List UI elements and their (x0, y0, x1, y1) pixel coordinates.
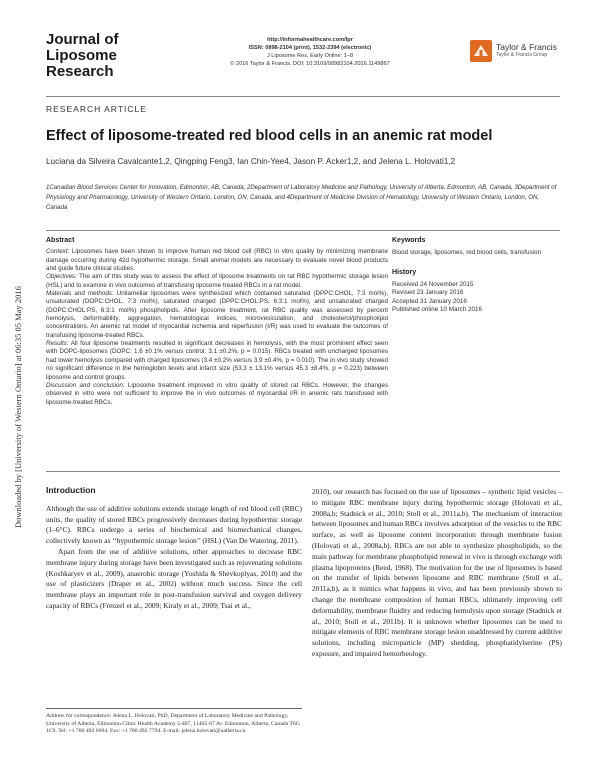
journal-url[interactable]: http://informahealthcare.com/lpr (267, 37, 353, 43)
affiliations: 1Canadian Blood Services Center for Innovation, Edmonton, AB, Canada, 2Department of Laboratory Medicine and Pathology, University of Alberta, Edmonton, AB, Canada, 3Department of Physiology and Pharmacology, University of Western Ontario, London, ON, Canada, and 4Department of Medicine Division of Hematology, University of Western Ontario, London, ON, Canada (46, 184, 557, 211)
abstract-section (46, 237, 388, 407)
download-note-text: Downloaded by [University of Western Ontario] at 06:35 05 May 2016 (13, 286, 23, 528)
keywords-heading: Keywords (392, 237, 426, 244)
article-title: Effect of liposome-treated red blood cells in an anemic rat model (46, 128, 493, 144)
journal-line-3: Research (46, 63, 114, 80)
journal-line-2: Liposome (46, 47, 117, 64)
keywords-text: Blood storage, liposomes, red blood cells, transfusion (392, 248, 542, 256)
intro-heading: Introduction (46, 485, 96, 495)
download-note (1, 248, 23, 528)
history-heading: History (392, 269, 417, 276)
history-received: Received 24 November 2015 (392, 280, 474, 288)
intro-paragraph-2: Apart from the use of additive solutions, other approaches to decrease RBC membrane injury during storage have been investigated such as rejuvenating solutions (Koshkaryev et al., 2009), anaerobic storage (Yoshida & Shevkoplyas, 2010) and the use of plasticizers (Draper et al., 2002) without much success. Since the cell membrane plays an important role in post-transfusion survival and oxygen delivery capacity of RBCs (Frenzel et al., 2009; Kiraly et al., 2009; Tsai et al., (46, 546, 302, 610)
abstract-methods: Materials and methods: Unilamellar liposomes were synthesized which contained saturated (DPPC:CHOL, 7:3 mol%), unsaturated (DOPC:CHOL, 7:3 mol%), saturated charged (DPPC:CHOL:PS, 6:3:1 mol%), and unsaturated charged (DOPC:CHOL:PS, 6:3:1 mol%) phospholipids. After liposome treatment, rat RBC quality was assessed by percent hemolysis, deformability, aggregation, hematological indices, microvesiculation, and cholesterol/phospholipid concentrations. An anemic rat model of myocardial ischemia and reperfusion (I/R) was used to evaluate the outcomes of transfusing liposome-treated RBCs. (46, 290, 388, 339)
abstract-heading: Abstract (46, 237, 75, 244)
intro-paragraph-3: 2010), our research has focused on the use of liposomes – synthetic lipid vesicles – to mitigate RBC membrane injury during hypothermic storage (Holovati et al., 2008a,b; Stadnick et al., 2010; Stoll et al., 2011a,b). The mechanism of interaction between liposomes and human RBCs involves adsorption of the vesicles to the RBC surface, as well as liposome content incorporation through membrane fusion (Holovati et al., 2008a,b). RBCs are not able to synthesize phospholipids, so the main pathway for membrane phospholipid renewal in vivo is through exchange with plasma lipoproteins (Reed, 1968). The motivation for the use of liposomes is based on the transfer of lipids between liposome and RBC membrane (Stoll et al., 2011a,b), as it mimics what happens in vivo, and has been previously shown to change the membrane composition of human RBCs, ultimately improving cell deformability, membrane fluidity and reducing hemolysis upon storage (Stadnick et al., 2010; Stoll et al., 2011b). It is unknown whether liposomes can be used to mitigate elements of RBC membrane storage lesion unaddressed by current additive solutions, including microparticle (MP) shedding, phosphatidylserine (PS) exposure, and impaired hemorheology. (312, 487, 562, 658)
abstract-discussion: Discussion and conclusion: Liposome treatment improved in vitro quality of stored rat RBCs. However, the changes observed in vitro were not sufficient to improve the in vivo outcomes of myocardial I/R in anemic rats transfused with liposome-treated RBCs. (46, 381, 388, 406)
header-divider (46, 96, 560, 97)
abstract-context: Context: Liposomes have been shown to improve human red blood cell (RBC) in vitro quality by minimizing membrane damage occurring during 42d hypothermic storage. Small animal models are necessary to evaluate novel blood products and guide future clinical studies. (46, 248, 388, 273)
publisher-subname: Taylor & Francis Group (496, 52, 548, 58)
journal-line-1: Journal of (46, 31, 119, 48)
article-type: RESEARCH ARTICLE (46, 104, 147, 114)
intro-right-column (312, 487, 562, 660)
abstract-divider (46, 230, 560, 231)
history-revised: Revised 23 January 2016 (392, 289, 464, 296)
publisher-emblem-icon (470, 40, 492, 62)
intro-paragraph-1: Although the use of additive solutions extends storage length of red blood cell (RBC) units, the quality of stored RBCs progressively decreases during hypothermic storage (1–6°C). RBCs undergo a series of biochemical and biomechanical changes, collectively known as ‘‘hypothermic storage lesion’’ (HSL) (Van De Watering, 2011). (46, 503, 302, 546)
abstract-results: Results: All four liposome treatments resulted in significant decreases in hemolysis, with the most prominent effect seen with DOPC-liposomes (DOPC: 1.6 ±0.1% versus control: 3.1 ±0.2%, p = 0.015). RBCs treated with uncharged liposomes had lower hemolysis compared with charged liposomes (3.4 ±0.2% versus 3.9 ±0.4%, p = 0.010). The in vivo study showed no significant difference in the hemoglobin levels and infarct size (53.3 ± 13.1% versus 45.3 ±8.4%, p = 0.223) between liposome and control groups. (46, 340, 388, 381)
journal-issn: ISSN: 0898-2104 (print), 1532-2394 (electronic) (248, 45, 372, 51)
journal-citation: J Liposome Res, Early Online: 1–8 (266, 53, 354, 59)
publisher-name: Taylor & Francis (496, 42, 557, 52)
intro-left-column (46, 485, 302, 612)
journal-logo (46, 32, 119, 80)
journal-copyright: © 2016 Taylor & Francis. DOI: 10.3109/08982104.2016.1149867 (230, 61, 390, 67)
correspondence-footnote: Address for correspondence: Jelena L. Holovati, PhD, Department of Laboratory Medicine and Pathology, University of Alberta, Edmonton Clinic Health Academy 5-407, 11405-87 Av. Edmonton, Alberta, Canada T6G 1C9. Tel: +1 780 492 6604. Fax: +1 780 492 7794. E-mail: jelena.holovati@ualberta.ca (46, 713, 300, 734)
author-list: Luciana da Silveira Cavalcante1,2, Qingping Feng3, Ian Chin-Yee4, Jason P. Acker1,2, and Jelena L. Holovati1,2 (46, 157, 456, 166)
keywords-panel (392, 237, 562, 315)
history-accepted: Accepted 31 January 2016 (392, 297, 467, 305)
body-divider (46, 471, 560, 472)
abstract-objectives: Objectives: The aim of this study was to assess the effect of liposome treatments on rat RBC hypothermic storage lesion (HSL) and to examine in vivo outcomes of transfusing liposome treated RBCs in a rat model. (46, 273, 388, 289)
footnote-divider (46, 708, 302, 709)
history-published: Published online 10 March 2016 (392, 306, 482, 313)
journal-meta (210, 36, 410, 68)
